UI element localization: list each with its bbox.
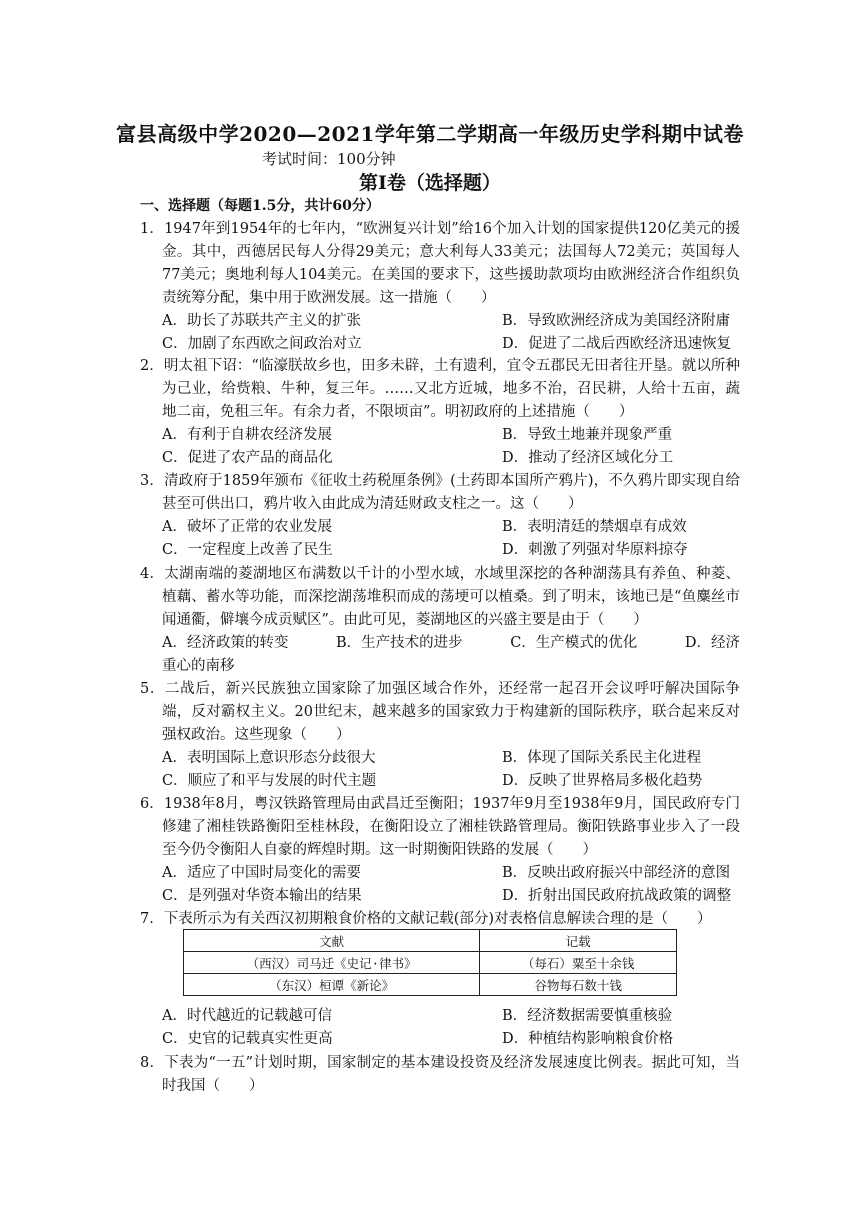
option-a: A．有利于自耕农经济发展 — [162, 427, 332, 443]
option-b: B．反映出政府振兴中部经济的意图 — [502, 865, 731, 881]
option-c: C．加剧了东西欧之间政治对立 — [162, 336, 362, 352]
option-a: A．破坏了正常的农业发展 — [162, 519, 332, 535]
question-stem: 8．下表为“一五”计划时期，国家制定的基本建设投资及经济发展速度比例表。据此可知，当时我国（ ） — [140, 1055, 740, 1094]
option-b: B．经济数据需要慎重核验 — [502, 1008, 673, 1024]
section-heading: 一、选择题（每题1.5分，共计60分） — [140, 198, 380, 214]
option-b: B．生产技术的进步 — [336, 635, 463, 651]
option-c: C．顺应了和平与发展的时代主题 — [162, 773, 377, 789]
part-title: 第Ⅰ卷（选择题） — [359, 172, 501, 194]
option-c: C．是列强对华资本输出的结果 — [162, 888, 362, 904]
option-continuation: 重心的南移 — [162, 658, 235, 674]
question-4 — [140, 563, 740, 678]
question-stem: 7．下表所示为有关西汉初期粮食价格的文献记载(部分)对表格信息解读合理的是（ ） — [140, 911, 712, 927]
table-cell: 谷物每石数十钱 — [480, 974, 677, 996]
table-row — [184, 974, 677, 996]
table-header-row — [184, 930, 677, 952]
table-header: 记载 — [480, 930, 677, 952]
table-cell: （每石）粟至十余钱 — [480, 952, 677, 974]
question-stem: 3．清政府于1859年颁布《征收土药税厘条例》(土药即本国所产鸦片)，不久鸦片即实现自给甚至可供出口，鸦片收入由此成为清廷财政支柱之一。这（ ） — [140, 473, 740, 512]
question-stem: 5．二战后，新兴民族独立国家除了加强区域合作外，还经常一起召开会议呼吁解决国际争端，反对霸权主义。20世纪末，越来越多的国家致力于构建新的国际秩序，联合起来反对强权政治。这些现象（ ） — [140, 681, 740, 743]
question-8 — [140, 1052, 740, 1098]
question-stem: 6．1938年8月，粤汉铁路管理局由武昌迁至衡阳；1937年9月至1938年9月，国民政府专门修建了湘桂铁路衡阳至桂林段，在衡阳设立了湘桂铁路管理局。衡阳铁路事业步入了一段至今仍令衡阳人自豪的辉煌时期。这一时期衡阳铁路的发展（ ） — [140, 796, 740, 858]
option-d: D．折射出国民政府抗战政策的调整 — [502, 888, 732, 904]
option-c: C．史官的记载真实性更高 — [162, 1031, 333, 1047]
question-6 — [140, 793, 740, 908]
question-stem: 2．明太祖下诏：“临濠朕故乡也，田多未辟，土有遗利，宜令五郡民无田者往开垦。就以所种为己业，给赀粮、牛种，复三年。……又北方近城，地多不治，召民耕，人给十五亩，蔬地二亩，免租三年。有余力者，不限顷亩”。明初政府的上述措施（ ） — [140, 358, 740, 420]
option-b: B．表明清廷的禁烟卓有成效 — [502, 519, 687, 535]
option-c: C．生产模式的优化 — [510, 635, 638, 651]
price-record-table — [183, 929, 677, 996]
exam-time: 考试时间：100分钟 — [262, 150, 396, 168]
question-stem: 4．太湖南端的菱湖地区布满数以千计的小型水域，水域里深挖的各种湖荡具有养鱼、种菱、植藕、蓄水等功能，而深挖湖荡堆积而成的荡埂可以植桑。到了明末，该地已是“鱼麋丝市闻通衢，僻壤今成贡赋区”。由此可见，菱湖地区的兴盛主要是由于（ ） — [140, 566, 740, 628]
option-b: B．导致土地兼并现象严重 — [502, 427, 673, 443]
option-d: D．反映了世界格局多极化趋势 — [502, 773, 703, 789]
table-header: 文献 — [184, 930, 480, 952]
question-7-options — [140, 1005, 740, 1051]
question-2 — [140, 355, 740, 470]
option-d: D．促进了二战后西欧经济迅速恢复 — [502, 336, 732, 352]
option-c: C．一定程度上改善了民生 — [162, 542, 333, 558]
option-a: A．时代越近的记载越可信 — [162, 1008, 332, 1024]
question-1 — [140, 218, 740, 356]
option-b: B．导致欧洲经济成为美国经济附庸 — [502, 313, 731, 329]
option-d: D．经济 — [684, 635, 740, 651]
question-3 — [140, 470, 740, 562]
option-d: D．种植结构影响粮食价格 — [502, 1031, 674, 1047]
question-7 — [140, 908, 740, 931]
option-b: B．体现了国际关系民主化进程 — [502, 750, 702, 766]
option-a: A．经济政策的转变 — [162, 635, 289, 651]
option-a: A．表明国际上意识形态分歧很大 — [162, 750, 376, 766]
option-a: A．适应了中国时局变化的需要 — [162, 865, 361, 881]
option-d: D．刺激了列强对华原料掠夺 — [502, 542, 688, 558]
question-5 — [140, 678, 740, 793]
table-cell: （东汉）桓谭《新论》 — [184, 974, 480, 996]
option-d: D．推动了经济区域化分工 — [502, 450, 674, 466]
exam-title: 富县高级中学2020—2021学年第二学期高一年级历史学科期中试卷 — [116, 122, 744, 146]
table-row — [184, 952, 677, 974]
table-cell: （西汉）司马迁《史记·律书》 — [184, 952, 480, 974]
question-stem: 1．1947年到1954年的七年内，“欧洲复兴计划”给16个加入计划的国家提供120亿美元的援金。其中，西德居民每人分得29美元；意大利每人33美元；法国每人72美元；英国每人77美元；奥地利每人104美元。在美国的要求下，这些援助款项均由欧洲经济合作组织负责统筹分配，集中用于欧洲发展。这一措施（ ） — [140, 221, 740, 306]
option-c: C．促进了农产品的商品化 — [162, 450, 333, 466]
option-a: A．助长了苏联共产主义的扩张 — [162, 313, 361, 329]
